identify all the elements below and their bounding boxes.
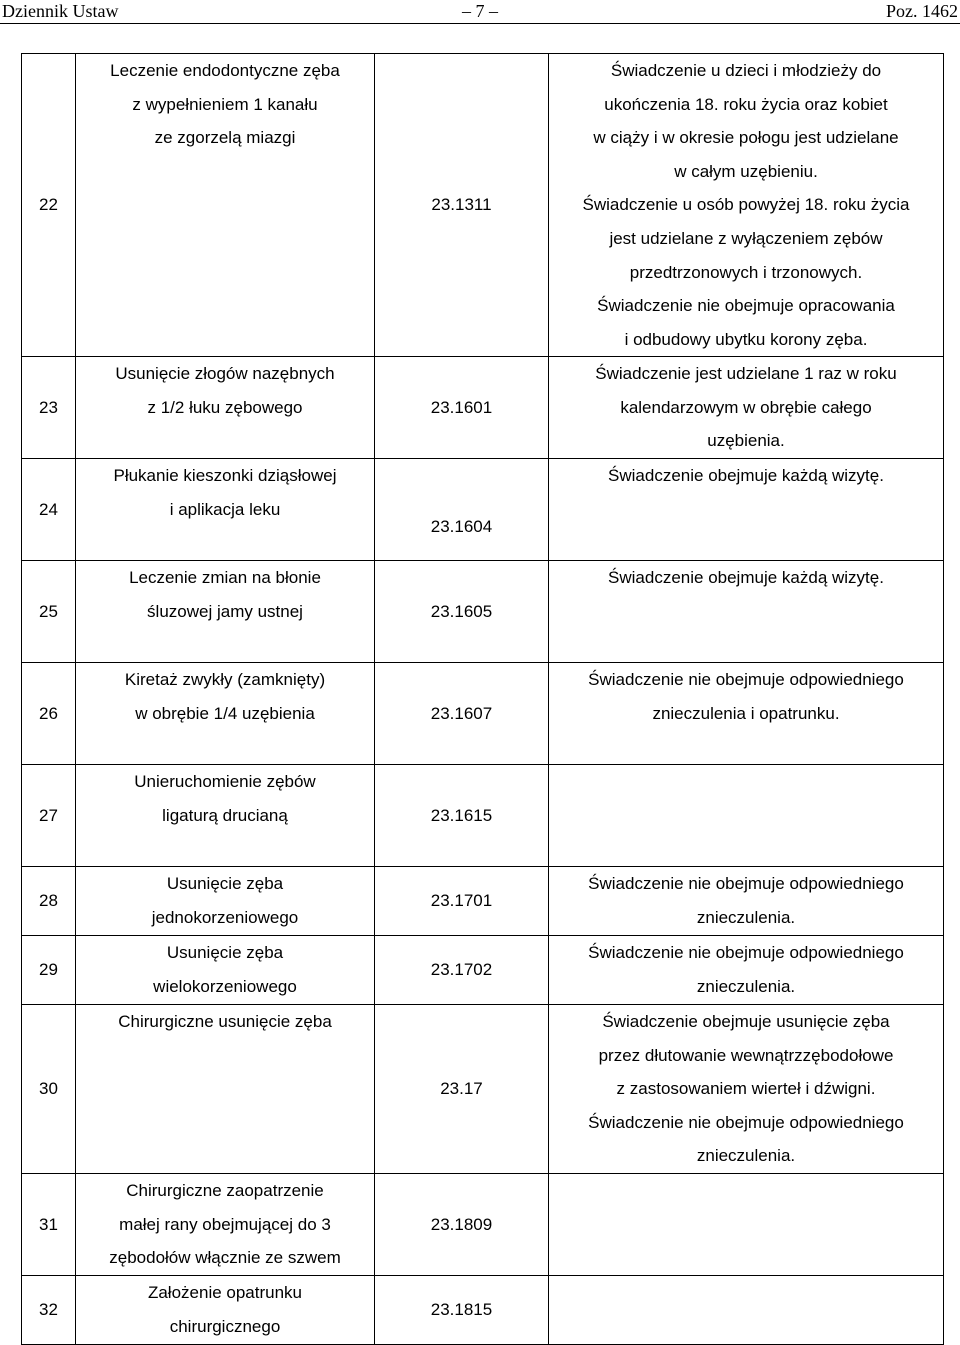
procedure-description-line: przez dłutowanie wewnątrzzębodołowe — [598, 1045, 894, 1065]
procedure-name-line: Usunięcie złogów nazębnych — [115, 364, 335, 383]
procedure-code: 23.17 — [440, 1079, 483, 1098]
table-row — [22, 765, 944, 867]
procedure-name-line: Założenie opatrunku — [147, 1283, 303, 1302]
row-number-cell — [22, 663, 76, 765]
row-number: 24 — [39, 500, 58, 519]
table-row — [22, 459, 944, 561]
procedure-code: 23.1311 — [431, 195, 492, 214]
position-number: Poz. 1462 — [886, 1, 958, 21]
row-number-cell — [22, 561, 76, 663]
procedure-name-line: chirurgicznego — [169, 1316, 281, 1336]
row-number-cell — [22, 936, 76, 1005]
procedure-code-cell — [375, 54, 549, 357]
procedure-code: 23.1601 — [430, 398, 493, 417]
procedure-code-cell — [375, 1174, 549, 1276]
table-row — [22, 561, 944, 663]
procedure-description-line: w całym uzębieniu. — [674, 161, 818, 181]
row-number-cell — [22, 54, 76, 357]
procedure-description-cell — [549, 1174, 944, 1276]
procedure-code-cell — [375, 357, 549, 459]
table-row — [22, 936, 944, 1005]
procedure-name-line: Chirurgiczne usunięcie zęba — [118, 1012, 332, 1031]
procedure-description-cell — [549, 1276, 944, 1345]
procedure-code-cell — [375, 459, 549, 561]
procedure-name-line: Kiretaż zwykły (zamknięty) — [124, 670, 326, 689]
procedure-description-line: Świadczenie u osób powyżej 18. roku życia — [582, 195, 910, 215]
procedure-description-line: Świadczenie obejmuje usunięcie zęba — [602, 1012, 890, 1031]
procedure-name-line: Usunięcie zęba — [166, 943, 284, 962]
procedure-description-cell — [549, 54, 944, 357]
row-number-cell — [22, 459, 76, 561]
procedure-name-cell — [76, 459, 375, 561]
procedure-code: 23.1615 — [430, 806, 493, 825]
procedure-description-cell — [549, 459, 944, 561]
procedure-name-cell — [76, 867, 375, 936]
procedures-table-body — [22, 54, 944, 1345]
page-number: – 7 – — [462, 1, 498, 21]
procedure-name-line: z 1/2 łuku zębowego — [147, 397, 303, 417]
procedure-description-line: w ciąży i w okresie połogu jest udzielane — [593, 128, 899, 148]
row-number-cell — [22, 867, 76, 936]
procedure-code: 23.1701 — [430, 891, 493, 910]
procedures-table — [21, 53, 944, 1345]
procedure-description-cell — [549, 561, 944, 663]
procedure-name-line: małej rany obejmującej do 3 — [119, 1214, 331, 1234]
table-row — [22, 54, 944, 357]
row-number-cell — [22, 1005, 76, 1174]
row-number-cell — [22, 1174, 76, 1276]
procedure-name-line: Chirurgiczne zaopatrzenie — [126, 1181, 324, 1200]
procedure-description-line: jest udzielane z wyłączeniem zębów — [609, 228, 883, 248]
row-number: 23 — [39, 398, 58, 417]
page-header — [0, 0, 960, 24]
row-number-cell — [22, 1276, 76, 1345]
row-number: 32 — [39, 1300, 58, 1319]
row-number: 28 — [39, 891, 58, 910]
procedure-description-line: Świadczenie jest udzielane 1 raz w roku — [595, 364, 897, 383]
procedure-description-cell — [549, 1005, 944, 1174]
table-row — [22, 1174, 944, 1276]
procedure-code-cell — [375, 867, 549, 936]
procedure-description-line: Świadczenie nie obejmuje opracowania — [597, 296, 895, 316]
procedure-name-cell — [76, 663, 375, 765]
procedure-name-cell — [76, 765, 375, 867]
procedure-code: 23.1809 — [430, 1215, 493, 1234]
header-rule — [0, 23, 960, 24]
procedure-description-line: Świadczenie nie obejmuje odpowiedniego — [588, 874, 904, 893]
procedure-code-cell — [375, 765, 549, 867]
procedure-description-cell — [549, 765, 944, 867]
procedure-name-line: z wypełnieniem 1 kanału — [132, 94, 318, 114]
procedure-name-cell — [76, 357, 375, 459]
row-number: 27 — [39, 806, 58, 825]
procedure-description-cell — [549, 867, 944, 936]
procedure-code: 23.1702 — [430, 960, 493, 979]
procedure-name-cell — [76, 561, 375, 663]
table-row — [22, 1005, 944, 1174]
procedure-name-line: Unieruchomienie zębów — [134, 772, 316, 791]
procedure-description-line: Świadczenie u dzieci i młodzieży do — [610, 61, 882, 80]
row-number: 25 — [39, 602, 58, 621]
procedure-code-cell — [375, 663, 549, 765]
procedure-description-cell — [549, 663, 944, 765]
procedure-description-line: Świadczenie nie obejmuje odpowiedniego — [588, 943, 904, 962]
procedure-code-cell — [375, 936, 549, 1005]
row-number: 30 — [39, 1079, 58, 1098]
table-row — [22, 1276, 944, 1345]
row-number: 31 — [39, 1215, 58, 1234]
procedure-code: 23.1607 — [430, 704, 493, 723]
row-number-cell — [22, 357, 76, 459]
procedure-description-line: Świadczenie obejmuje każdą wizytę. — [608, 568, 884, 587]
procedure-name-line: zębodołów włącznie ze szwem — [109, 1248, 341, 1268]
procedure-name-cell — [76, 1174, 375, 1276]
procedure-description-line: uzębienia. — [707, 431, 785, 451]
procedure-description-cell — [549, 357, 944, 459]
procedure-name-line: Leczenie endodontyczne zęba — [110, 61, 340, 80]
procedure-code: 23.1605 — [430, 602, 493, 621]
procedure-name-line: wielokorzeniowego — [153, 976, 297, 996]
procedure-name-line: Usunięcie zęba — [166, 874, 284, 893]
procedure-description-line: kalendarzowym w obrębie całego — [620, 397, 872, 417]
journal-title: Dziennik Ustaw — [2, 1, 119, 21]
procedure-name-line: w obrębie 1/4 uzębienia — [135, 703, 315, 723]
procedure-description-line: przedtrzonowych i trzonowych. — [629, 262, 863, 282]
table-row — [22, 663, 944, 765]
procedure-code-cell — [375, 1005, 549, 1174]
procedure-code: 23.1815 — [430, 1300, 493, 1319]
procedure-name-cell — [76, 54, 375, 357]
procedure-description-line: z zastosowaniem wierteł i dźwigni. — [616, 1079, 876, 1099]
procedure-code-cell — [375, 1276, 549, 1345]
procedure-name-cell — [76, 1276, 375, 1345]
procedure-description-line: Świadczenie nie obejmuje odpowiedniego — [588, 1112, 904, 1132]
procedure-name-cell — [76, 1005, 375, 1174]
procedure-code: 23.1604 — [430, 517, 493, 536]
row-number: 26 — [39, 704, 58, 723]
procedure-description-cell — [549, 936, 944, 1005]
procedure-name-line: i aplikacja leku — [169, 499, 281, 519]
procedure-name-line: Leczenie zmian na błonie — [129, 568, 321, 587]
procedure-description-line: znieczulenia. — [696, 976, 796, 996]
row-number: 22 — [39, 195, 58, 214]
procedure-description-line: znieczulenia. — [696, 1146, 796, 1166]
table-row — [22, 357, 944, 459]
procedure-name-line: śluzowej jamy ustnej — [147, 601, 303, 621]
procedure-description-line: Świadczenie obejmuje każdą wizytę. — [608, 466, 884, 485]
procedure-description-line: ukończenia 18. roku życia oraz kobiet — [604, 94, 888, 114]
procedure-name-line: ze zgorzelą miazgi — [154, 128, 296, 148]
procedure-code-cell — [375, 561, 549, 663]
procedure-name-line: ligaturą drucianą — [162, 805, 288, 825]
row-number: 29 — [39, 960, 58, 979]
procedure-description-line: i odbudowy ubytku korony zęba. — [624, 329, 868, 349]
procedure-name-cell — [76, 936, 375, 1005]
row-number-cell — [22, 765, 76, 867]
procedure-name-line: Płukanie kieszonki dziąsłowej — [113, 466, 337, 485]
table-row — [22, 867, 944, 936]
procedure-description-line: znieczulenia i opatrunku. — [652, 703, 840, 723]
procedure-description-line: znieczulenia. — [696, 907, 796, 927]
procedure-name-line: jednokorzeniowego — [151, 907, 299, 927]
procedure-description-line: Świadczenie nie obejmuje odpowiedniego — [588, 670, 904, 689]
